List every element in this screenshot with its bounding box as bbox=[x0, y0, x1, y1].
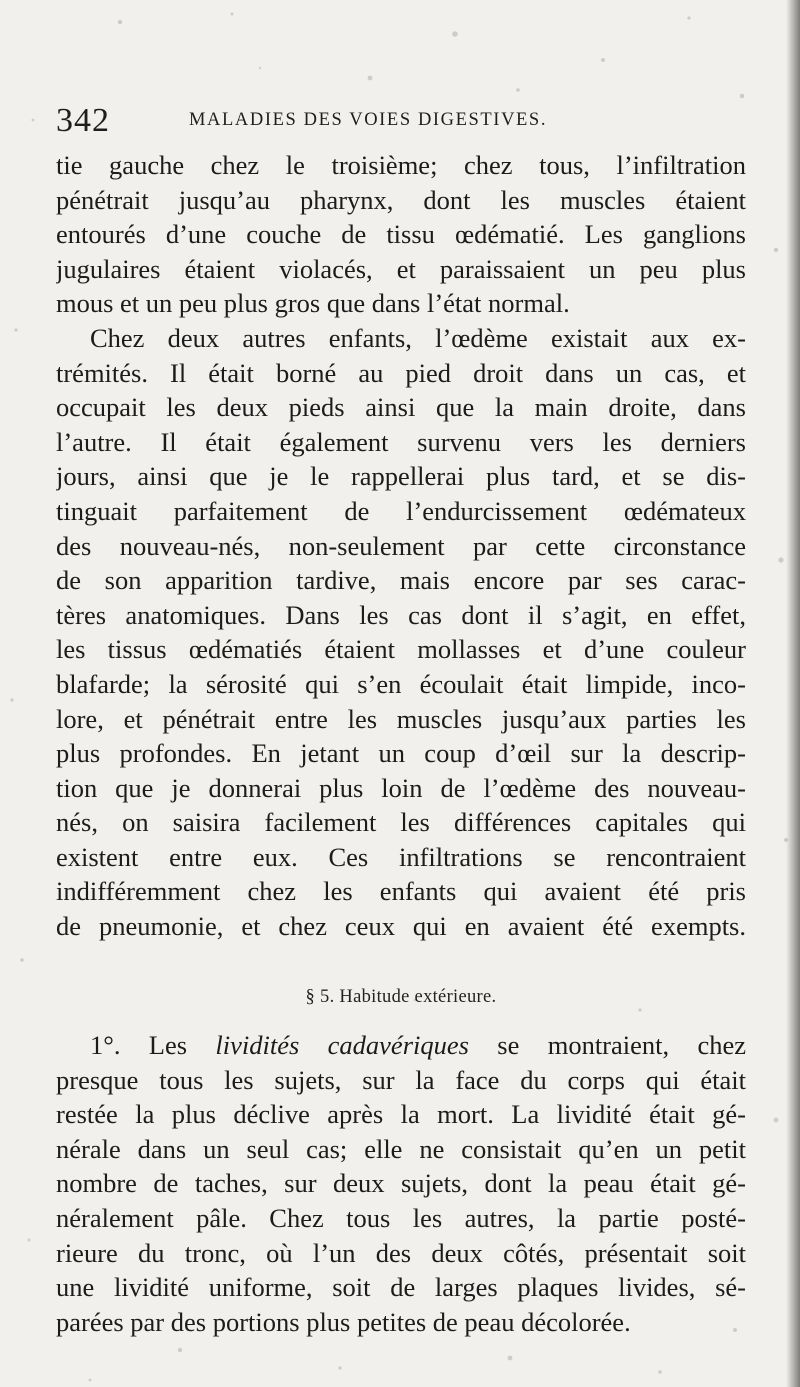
text-line: mous et un peu plus gros que dans l’état normal. bbox=[56, 288, 570, 319]
text-line: de pneumonie, et chez ceux qui en avaient été exempts. bbox=[56, 911, 746, 942]
paragraph-first-line bbox=[56, 1028, 746, 1063]
text-line: tinguait parfaitement de l’endurcissement œdémateux bbox=[56, 495, 746, 526]
line-prefix: 1°. Les bbox=[90, 1030, 216, 1060]
text-line: néralement pâle. Chez tous les autres, la partie posté- bbox=[56, 1202, 746, 1233]
text-line: l’autre. Il était également survenu vers les derniers bbox=[56, 426, 746, 457]
text-line: jugulaires étaient violacés, et paraissaient un peu plus bbox=[56, 253, 746, 284]
text-line: de son apparition tardive, mais encore par ses carac- bbox=[56, 565, 746, 596]
text-line: tères anatomiques. Dans les cas dont il s’agit, en effet, bbox=[56, 599, 746, 630]
page-number: 342 bbox=[56, 102, 110, 139]
text-line: jours, ainsi que je le rappellerai plus tard, et se dis- bbox=[56, 461, 746, 492]
running-header bbox=[56, 100, 746, 144]
running-title: MALADIES DES VOIES DIGESTIVES. bbox=[189, 110, 548, 130]
paragraph-first-line: Chez deux autres enfants, l’œdème existait aux ex- bbox=[90, 322, 746, 353]
text-line: nés, on saisira facilement les différences capitales qui bbox=[56, 807, 746, 838]
text-line: restée la plus déclive après la mort. La lividité était gé- bbox=[56, 1099, 746, 1130]
text-line: indifféremment chez les enfants qui avaient été pris bbox=[56, 876, 746, 907]
text-line: tie gauche chez le troisième; chez tous, l’infiltration bbox=[56, 150, 746, 180]
body-text-top bbox=[56, 148, 746, 944]
body-text-bottom bbox=[56, 1028, 746, 1339]
text-line: parées par des portions plus petites de peau décolorée. bbox=[56, 1306, 631, 1337]
text-line: pénétrait jusqu’au pharynx, dont les muscles étaient bbox=[56, 184, 746, 215]
text-line: une lividité uniforme, soit de larges plaques livides, sé- bbox=[56, 1272, 746, 1303]
text-line: nérale dans un seul cas; elle ne consistait qu’en un petit bbox=[56, 1133, 746, 1164]
text-line: nombre de taches, sur deux sujets, dont la peau était gé- bbox=[56, 1168, 746, 1199]
text-line: tion que je donnerai plus loin de l’œdème des nouveau- bbox=[56, 772, 746, 803]
text-line: occupait les deux pieds ainsi que la main droite, dans bbox=[56, 392, 746, 423]
text-line: les tissus œdématiés étaient mollasses et d’une couleur bbox=[56, 634, 746, 665]
text-line: blafarde; la sérosité qui s’en écoulait était limpide, inco- bbox=[56, 668, 746, 699]
text-line: trémités. Il était borné au pied droit dans un cas, et bbox=[56, 357, 746, 388]
italic-term: lividités cadavériques bbox=[215, 1030, 469, 1060]
page-binding-shadow bbox=[786, 0, 800, 1387]
text-line: existent entre eux. Ces infiltrations se rencontraient bbox=[56, 841, 746, 872]
section-heading: § 5. Habitude extérieure. bbox=[305, 987, 497, 1007]
line-suffix: se montraient, chez bbox=[468, 1030, 746, 1060]
text-line: rieure du tronc, où l’un des deux côtés, présentait soit bbox=[56, 1237, 746, 1268]
text-line: entourés d’une couche de tissu œdématié. Les ganglions bbox=[56, 219, 746, 250]
text-line: presque tous les sujets, sur la face du corps qui était bbox=[56, 1064, 746, 1095]
text-line: des nouveau-nés, non-seulement par cette circonstance bbox=[56, 530, 746, 561]
text-line: plus profondes. En jetant un coup d’œil sur la descrip- bbox=[56, 738, 746, 769]
text-line: lore, et pénétrait entre les muscles jusqu’aux parties les bbox=[56, 703, 746, 734]
